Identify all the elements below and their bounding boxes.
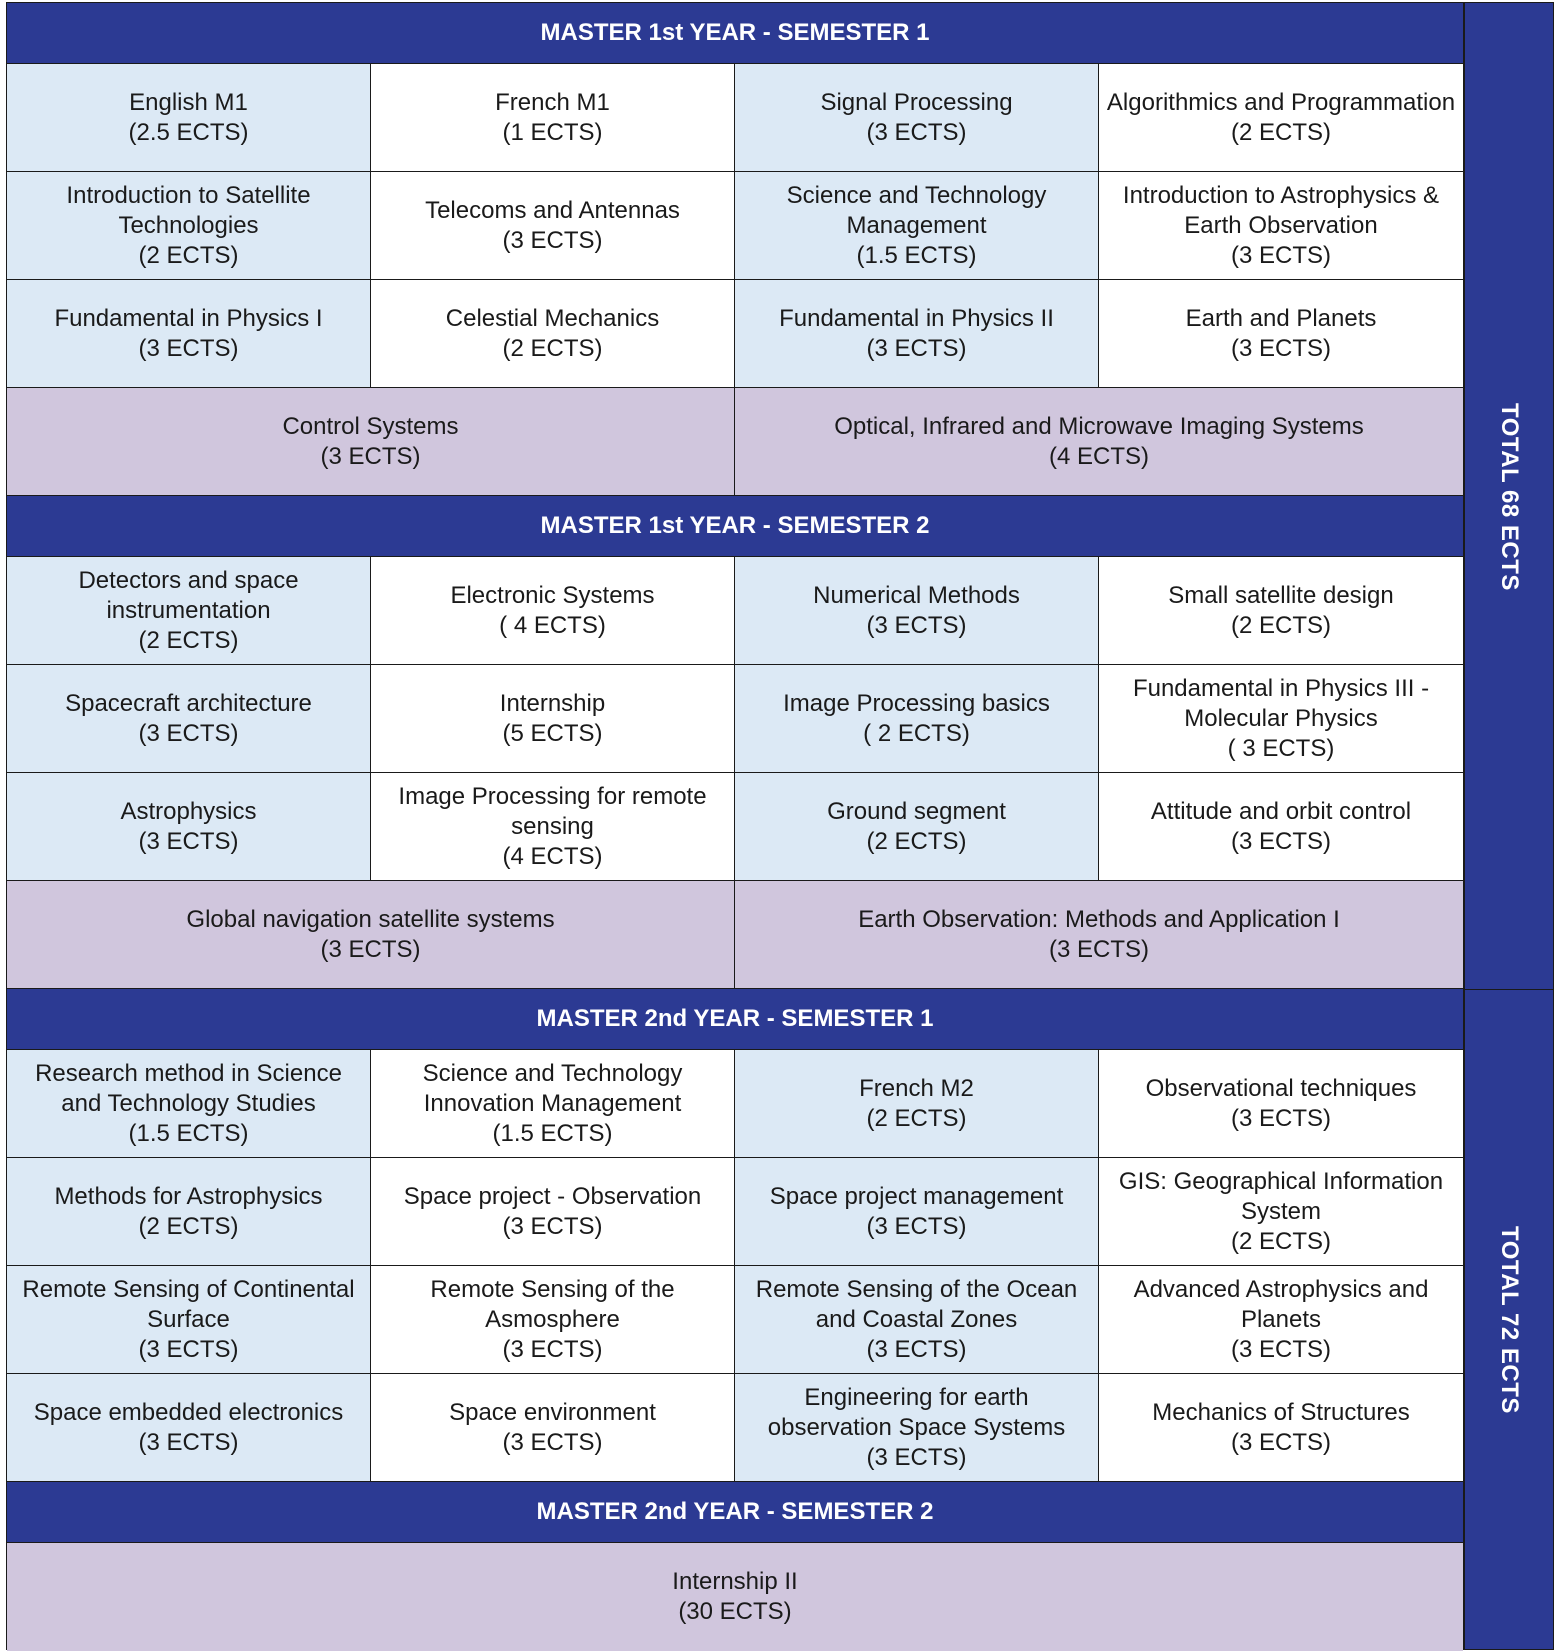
- course-cell: [7, 665, 371, 773]
- course-credits: (3 ECTS): [502, 1428, 603, 1456]
- course-title-line: Earth Observation: [1184, 211, 1378, 239]
- course-credits: (3 ECTS): [502, 226, 603, 254]
- course-credits: (2.5 ECTS): [128, 118, 249, 146]
- course-credits: (3 ECTS): [866, 611, 967, 639]
- course-title-line: Space project - Observation: [403, 1182, 702, 1210]
- course-title-line: Numerical Methods: [813, 581, 1020, 609]
- course-credits: (3 ECTS): [866, 1335, 967, 1363]
- course-title-line: Space embedded electronics: [33, 1398, 344, 1426]
- course-title-line: Molecular Physics: [1184, 704, 1378, 732]
- course-credits: (2 ECTS): [502, 334, 603, 362]
- course-cell: [1099, 280, 1463, 388]
- course-title-line: Earth and Planets: [1185, 304, 1377, 332]
- course-title-line: and Coastal Zones: [815, 1305, 1018, 1333]
- course-credits: (3 ECTS): [1230, 1335, 1331, 1363]
- course-title-line: Management: [846, 211, 987, 239]
- course-title-line: Spacecraft architecture: [65, 689, 312, 717]
- course-credits: (2 ECTS): [866, 1104, 967, 1132]
- course-title-line: Asmosphere: [485, 1305, 620, 1333]
- course-credits: (1.5 ECTS): [128, 1119, 249, 1147]
- course-credits: (3 ECTS): [502, 1335, 603, 1363]
- course-title-line: Planets: [1240, 1305, 1322, 1333]
- course-cell-wide: [7, 881, 735, 989]
- course-cell: [371, 1266, 735, 1374]
- course-title-line: Control Systems: [282, 412, 459, 440]
- total-year1-bar: [1464, 2, 1554, 991]
- course-credits: (3 ECTS): [138, 334, 239, 362]
- course-credits: ( 2 ECTS): [863, 719, 970, 747]
- course-cell: [1099, 64, 1463, 172]
- course-credits: (1.5 ECTS): [492, 1119, 613, 1147]
- course-title-line: Small satellite design: [1168, 581, 1394, 609]
- course-cell: [7, 1158, 371, 1266]
- course-title-line: Remote Sensing of the: [430, 1275, 675, 1303]
- course-cell: [735, 172, 1099, 280]
- course-title-line: Methods for Astrophysics: [54, 1182, 323, 1210]
- course-cell: [371, 665, 735, 773]
- course-title-line: Signal Processing: [820, 88, 1013, 116]
- course-credits: ( 4 ECTS): [499, 611, 606, 639]
- course-cell: [735, 1158, 1099, 1266]
- course-title-line: observation Space Systems: [767, 1413, 1066, 1441]
- course-credits: (2 ECTS): [866, 827, 967, 855]
- course-title-line: Internship: [499, 689, 606, 717]
- course-title-line: sensing: [511, 812, 594, 840]
- course-credits: (1.5 ECTS): [856, 241, 977, 269]
- course-title-line: Introduction to Astrophysics &: [1122, 181, 1440, 209]
- course-title-line: Detectors and space: [78, 566, 299, 594]
- course-cell-wide: [735, 881, 1463, 989]
- course-credits: (3 ECTS): [320, 935, 421, 963]
- course-title-line: Global navigation satellite systems: [186, 905, 555, 933]
- course-credits: (3 ECTS): [138, 1428, 239, 1456]
- course-cell: [735, 1050, 1099, 1158]
- course-cell: [735, 64, 1099, 172]
- course-cell: [1099, 773, 1463, 881]
- course-title-line: Advanced Astrophysics and: [1133, 1275, 1429, 1303]
- course-title-line: instrumentation: [106, 596, 271, 624]
- course-cell: [1099, 1158, 1463, 1266]
- course-title-line: Astrophysics: [120, 797, 257, 825]
- course-cell: [371, 557, 735, 665]
- course-cell: [7, 172, 371, 280]
- course-grid: [6, 2, 1464, 1650]
- course-credits: (3 ECTS): [138, 827, 239, 855]
- course-credits: (2 ECTS): [138, 626, 239, 654]
- course-cell: [7, 1050, 371, 1158]
- course-title-line: Celestial Mechanics: [445, 304, 660, 332]
- course-title-line: Telecoms and Antennas: [425, 196, 680, 224]
- course-title-line: French M1: [495, 88, 610, 116]
- course-title-line: Introduction to Satellite: [66, 181, 311, 209]
- course-title-line: Science and Technology: [786, 181, 1047, 209]
- course-cell: [7, 773, 371, 881]
- course-cell: [7, 64, 371, 172]
- course-title-line: System: [1240, 1197, 1321, 1225]
- course-cell: [371, 1374, 735, 1482]
- course-title-line: Ground segment: [827, 797, 1006, 825]
- course-title-line: Observational techniques: [1145, 1074, 1417, 1102]
- course-cell: [735, 557, 1099, 665]
- course-title-line: Space environment: [449, 1398, 656, 1426]
- semester-header: MASTER 2nd YEAR - SEMESTER 2: [7, 1482, 1463, 1543]
- course-cell: [1099, 1050, 1463, 1158]
- course-cell: [735, 1266, 1099, 1374]
- course-cell: [371, 1158, 735, 1266]
- course-credits: (3 ECTS): [1230, 1428, 1331, 1456]
- course-credits: (2 ECTS): [1230, 118, 1331, 146]
- course-title-line: Fundamental in Physics I: [54, 304, 323, 332]
- course-credits: (3 ECTS): [866, 334, 967, 362]
- course-credits: (5 ECTS): [502, 719, 603, 747]
- course-credits: (2 ECTS): [1230, 1227, 1331, 1255]
- course-cell: [1099, 1266, 1463, 1374]
- course-title-line: Optical, Infrared and Microwave Imaging Systems: [834, 412, 1364, 440]
- semester-header: MASTER 2nd YEAR - SEMESTER 1: [7, 989, 1463, 1050]
- course-cell: [1099, 172, 1463, 280]
- total-year2-bar: [1464, 989, 1554, 1650]
- course-cell: [7, 1374, 371, 1482]
- course-cell-wide: [7, 388, 735, 496]
- course-title-line: Earth Observation: Methods and Application I: [858, 905, 1340, 933]
- course-cell: [371, 172, 735, 280]
- course-credits: (3 ECTS): [866, 1443, 967, 1471]
- course-title-line: Electronic Systems: [450, 581, 655, 609]
- course-cell: [735, 280, 1099, 388]
- course-title-line: French M2: [859, 1074, 974, 1102]
- course-credits: (3 ECTS): [138, 719, 239, 747]
- course-credits: (4 ECTS): [502, 842, 603, 870]
- course-title-line: and Technology Studies: [61, 1089, 316, 1117]
- course-title-line: Remote Sensing of the Ocean: [755, 1275, 1078, 1303]
- course-title-line: GIS: Geographical Information: [1118, 1167, 1444, 1195]
- course-title-line: Image Processing for remote: [398, 782, 707, 810]
- course-cell: [371, 773, 735, 881]
- total-year2-label: TOTAL 72 ECTS: [1496, 1225, 1523, 1414]
- course-cell: [7, 1266, 371, 1374]
- course-title-line: Algorithmics and Programmation: [1106, 88, 1456, 116]
- course-credits: (3 ECTS): [1230, 1104, 1331, 1132]
- course-cell: [7, 280, 371, 388]
- course-credits: (3 ECTS): [1230, 827, 1331, 855]
- course-cell: [371, 64, 735, 172]
- course-credits: (1 ECTS): [502, 118, 603, 146]
- course-title-line: Space project management: [769, 1182, 1064, 1210]
- course-credits: (3 ECTS): [138, 1335, 239, 1363]
- course-credits: (4 ECTS): [1048, 442, 1149, 470]
- course-credits: (3 ECTS): [1230, 241, 1331, 269]
- course-title-line: Science and Technology: [422, 1059, 683, 1087]
- course-credits: (3 ECTS): [502, 1212, 603, 1240]
- course-cell: [735, 773, 1099, 881]
- course-title-line: Remote Sensing of Continental: [22, 1275, 355, 1303]
- course-credits: ( 3 ECTS): [1227, 734, 1335, 762]
- course-title-line: Surface: [147, 1305, 230, 1333]
- course-cell: [7, 557, 371, 665]
- semester-header: MASTER 1st YEAR - SEMESTER 2: [7, 496, 1463, 557]
- course-title-line: Image Processing basics: [783, 689, 1050, 717]
- course-credits: (30 ECTS): [678, 1598, 792, 1625]
- semester-header: MASTER 1st YEAR - SEMESTER 1: [7, 3, 1463, 64]
- course-cell-wide: [735, 388, 1463, 496]
- course-title-line: Innovation Management: [423, 1089, 682, 1117]
- course-title-line: Fundamental in Physics III -: [1132, 674, 1430, 702]
- course-cell: [735, 1374, 1099, 1482]
- course-cell: [371, 280, 735, 388]
- course-cell: [1099, 665, 1463, 773]
- course-title-line: Engineering for earth: [804, 1383, 1029, 1411]
- course-title-line: Internship II: [672, 1568, 798, 1595]
- total-year1-label: TOTAL 68 ECTS: [1496, 402, 1523, 591]
- course-credits: (2 ECTS): [138, 1212, 239, 1240]
- course-title-line: Mechanics of Structures: [1152, 1398, 1410, 1426]
- course-cell: [371, 1050, 735, 1158]
- course-credits: (2 ECTS): [138, 241, 239, 269]
- course-credits: (3 ECTS): [320, 442, 421, 470]
- course-cell: [735, 665, 1099, 773]
- course-cell-full: [7, 1543, 1463, 1651]
- course-title-line: Fundamental in Physics II: [779, 304, 1054, 332]
- course-title-line: Research method in Science: [35, 1059, 342, 1087]
- course-title-line: Attitude and orbit control: [1150, 797, 1412, 825]
- course-title-line: Technologies: [118, 211, 259, 239]
- course-credits: (3 ECTS): [866, 118, 967, 146]
- course-cell: [1099, 1374, 1463, 1482]
- course-credits: (2 ECTS): [1230, 611, 1331, 639]
- course-credits: (3 ECTS): [866, 1212, 967, 1240]
- course-cell: [1099, 557, 1463, 665]
- course-credits: (3 ECTS): [1230, 334, 1331, 362]
- course-title-line: English M1: [129, 88, 248, 116]
- course-credits: (3 ECTS): [1048, 935, 1149, 963]
